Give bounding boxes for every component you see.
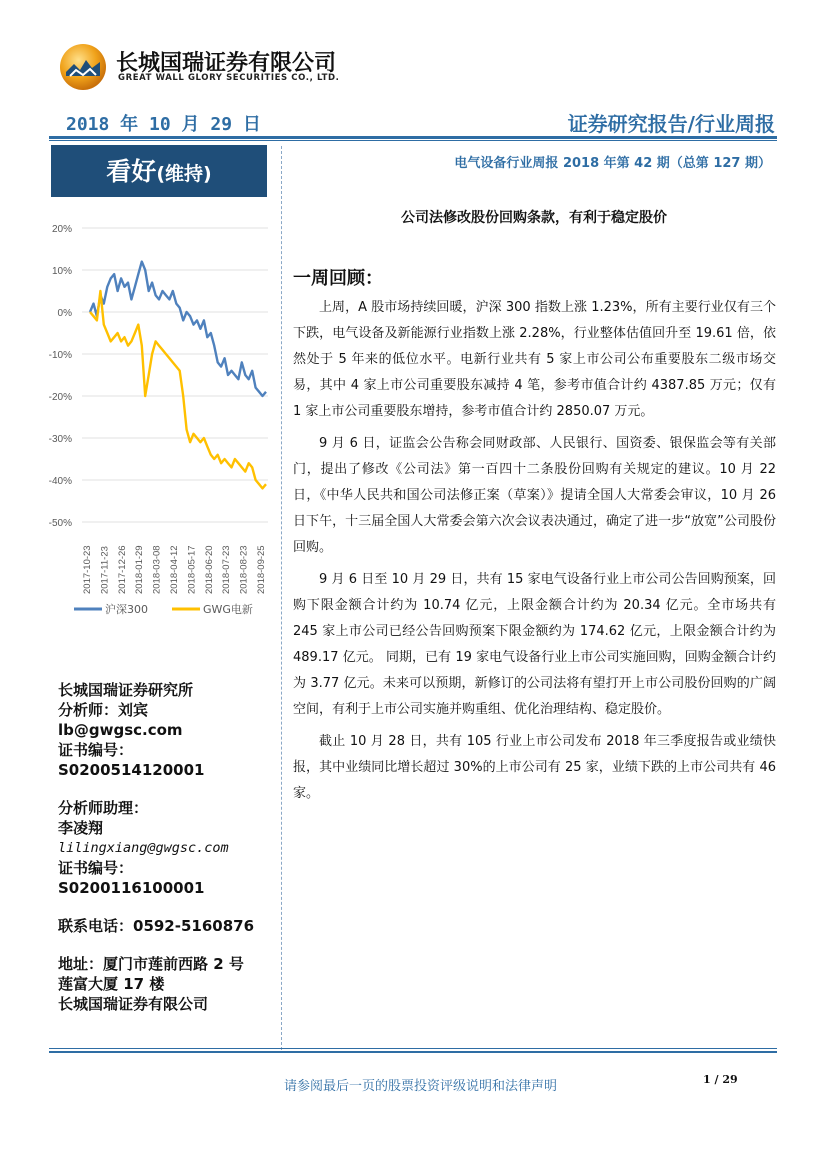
contact-phone: 联系电话：0592-5160876	[58, 917, 255, 935]
x-tick-label: 2018-03-08	[151, 545, 163, 594]
body-paragraph: 9 月 6 日至 10 月 29 日，共有 15 家电气设备行业上市公司公告回购预案，回购下限金额合计约为 10.74 亿元，上限金额合计约为 20.34 亿元。全市场共有 245 家上市公司已经公告回购预案下限金额约为 174.62 亿元，上限金额合计约为 489.17 亿元。 同期，已有 19 家电气设备行业上市公司实施回购，回购金额合计约为 3.77 亿元。未来可以预期，新修订的公司法将有望打开上市公司股份回购的广阔空间，有利于上市公司实施并购重组、优化治理结构、稳定股价。	[293, 572, 776, 717]
y-tick-label: -50%	[48, 518, 72, 529]
series-line	[90, 291, 266, 488]
x-tick-label: 2018-04-12	[169, 545, 180, 594]
company-logo	[58, 42, 108, 92]
rating-main: 看好	[106, 157, 157, 186]
performance-chart	[30, 210, 278, 620]
y-tick-label: -40%	[48, 476, 72, 487]
footer-divider	[49, 1048, 777, 1049]
page-number: 1 / 29	[703, 1073, 738, 1086]
cert-label: 证书编号：	[58, 859, 134, 877]
report-date: 2018 年 10 月 29 日	[66, 114, 261, 135]
y-tick-label: -10%	[48, 350, 72, 361]
company-footer-name: 长城国瑞证券有限公司	[58, 995, 209, 1013]
address-line: 地址：厦门市莲前西路 2 号	[58, 955, 244, 973]
x-tick-label: 2017-11-23	[99, 546, 111, 594]
legend-label: 沪深300	[105, 603, 148, 616]
report-title: 公司法修改股份回购条款，有利于稳定股价	[401, 210, 667, 226]
column-divider	[281, 146, 282, 1050]
company-name-en: GREAT WALL GLORY SECURITIES CO., LTD.	[118, 73, 340, 83]
address-line: 莲富大厦 17 楼	[58, 975, 165, 993]
y-tick-label: -30%	[48, 434, 72, 445]
x-tick-label: 2018-05-17	[186, 545, 198, 594]
y-tick-label: 20%	[51, 224, 72, 235]
x-tick-label: 2017-12-26	[116, 545, 128, 594]
footer-disclaimer[interactable]: 请参阅最后一页的股票投资评级说明和法律声明	[284, 1079, 558, 1094]
x-tick-label: 2017-10-23	[82, 545, 93, 594]
legend-label: GWG电新	[203, 603, 253, 616]
assistant-label: 分析师助理：	[58, 799, 149, 817]
section-heading: 一周回顾：	[293, 268, 383, 289]
x-tick-label: 2018-06-20	[203, 545, 215, 594]
header-divider-thin	[49, 140, 777, 141]
assistant-email[interactable]: lilingxiang@gwgsc.com	[58, 840, 229, 856]
x-tick-label: 2018-09-25	[256, 545, 267, 594]
body-paragraph: 上周，A 股市场持续回暖，沪深 300 指数上涨 1.23%，所有主要行业仅有三个下跌，电气设备及新能源行业指数上涨 2.28%，行业整体估值回升至 19.61 倍，依然处于 5 年来的低位水平。电新行业共有 5 家上市公司公布重要股东二级市场交易，其中 4 家上市公司重要股东减持 4 笔，参考市值合计约 4387.85 万元；仅有 1 家上市公司重要股东增持，参考市值合计约 2850.07 万元。	[293, 300, 776, 419]
analyst-name: 分析师：刘宾	[58, 701, 149, 719]
cert-number: S0200116100001	[58, 879, 205, 897]
body-paragraph: 截止 10 月 28 日，共有 105 行业上市公司发布 2018 年三季度报告或业绩快报，其中业绩同比增长超过 30%的上市公司有 25 家，业绩下跌的上市公司共有 46 家。	[293, 734, 776, 801]
cert-number: S0200514120001	[58, 761, 205, 779]
body-paragraph: 9 月 6 日，证监会公告称会同财政部、人民银行、国资委、银保监会等有关部门，提出了修改《公司法》第一百四十二条股份回购有关规定的建议。10 月 22 日，《中华人民共和国公司法修正案（草案）》提请全国人大常委会审议，10 月 26 日下午，十三届全国人大常委会第六次会议表决通过，确定了进一步“放宽”公司股份回购。	[293, 436, 776, 555]
rating-badge	[51, 145, 267, 197]
report-type: 证券研究报告/行业周报	[567, 112, 775, 136]
series-line	[90, 262, 266, 396]
footer-divider-thick	[49, 1051, 777, 1053]
report-subtitle: 电气设备行业周报 2018 年第 42 期（总第 127 期）	[454, 156, 771, 171]
y-tick-label: -20%	[48, 392, 72, 403]
report-body	[293, 295, 776, 813]
cert-label: 证书编号：	[58, 741, 134, 759]
assistant-name: 李凌翔	[58, 819, 104, 837]
header-divider	[49, 136, 777, 139]
x-tick-label: 2018-08-23	[238, 545, 250, 594]
analyst-info	[58, 680, 278, 1014]
y-tick-label: 0%	[57, 308, 72, 319]
institute-name: 长城国瑞证券研究所	[58, 681, 194, 699]
analyst-email[interactable]: lb@gwgsc.com	[58, 721, 183, 739]
x-tick-label: 2018-01-29	[134, 545, 146, 594]
rating-sub: (维持)	[156, 163, 212, 185]
x-tick-label: 2018-07-23	[221, 545, 233, 594]
company-name-cn: 长城国瑞证券有限公司	[116, 51, 337, 76]
y-tick-label: 10%	[51, 266, 72, 277]
